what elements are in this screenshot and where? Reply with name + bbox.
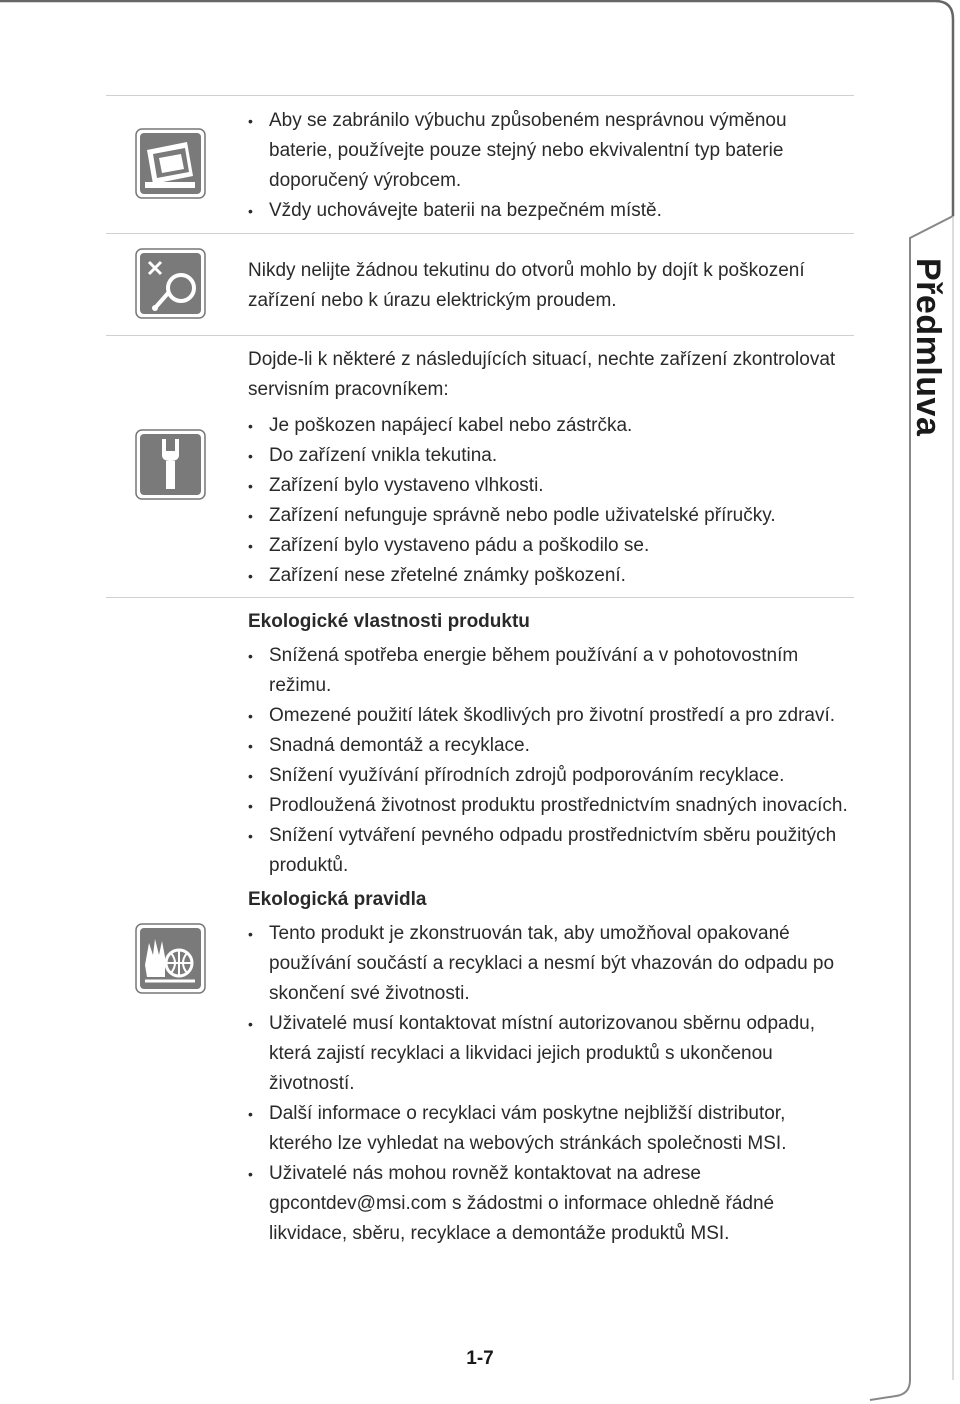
eco-features-list	[248, 641, 848, 881]
page-number: 1-7	[466, 1348, 494, 1369]
liquid-warning-text: Nikdy nelijte žádnou tekutinu do otvorů mohlo by dojít k poškození zařízení nebo k úrazu elektrickým proudem.	[248, 260, 805, 311]
list-item: • Uživatelé musí kontaktovat místní autorizovanou sběrnu odpadu, která zajistí recyklaci a likvidaci jejich produktů s ukončenou životností.	[248, 1009, 848, 1099]
list-item: • Zařízení nese zřetelné známky poškození.	[248, 561, 848, 591]
list-item: • Snadná demontáž a recyklace.	[248, 731, 848, 761]
divider	[106, 335, 854, 336]
list-item: • Uživatelé nás mohou rovněž kontaktovat na adrese gpcontdev@msi.com s žádostmi o informace ohledně řádné likvidace, sběru, recyklace a demontáže produktů MSI.	[248, 1159, 848, 1249]
service-intro: Dojde-li k některé z následujících situací, nechte zařízení zkontrolovat servisním pracovníkem:	[248, 349, 836, 400]
list-item: • Do zařízení vnikla tekutina.	[248, 441, 848, 471]
battery-list	[248, 106, 848, 226]
list-item: • Zařízení nefunguje správně nebo podle uživatelské příručky.	[248, 501, 848, 531]
service-list	[248, 411, 848, 591]
list-item: • Snížení využívání přírodních zdrojů podporováním recyklace.	[248, 761, 848, 791]
no-liquid-icon	[135, 248, 206, 319]
list-item: • Další informace o recyklaci vám poskytne nejbližší distributor, kterého lze vyhledat na webových stránkách společnosti MSI.	[248, 1099, 848, 1159]
list-item: • Tento produkt je zkonstruován tak, aby umožňoval opakované používání součástí a recyklaci a nesmí být vhazován do odpadu po skončení své životnosti.	[248, 919, 848, 1009]
list-item: • Snížení vytváření pevného odpadu prostřednictvím sběru použitých produktů.	[248, 821, 848, 881]
list-item: • Omezené použití látek škodlivých pro životní prostředí a pro zdraví.	[248, 701, 848, 731]
divider	[106, 95, 854, 96]
list-item: • Snížená spotřeba energie během používání a v pohotovostním režimu.	[248, 641, 848, 701]
eco-rules-list	[248, 919, 848, 1249]
list-item: • Zařízení bylo vystaveno pádu a poškodilo se.	[248, 531, 848, 561]
battery-warning-icon	[135, 128, 206, 199]
eco-features-heading: Ekologické vlastnosti produktu	[248, 611, 530, 632]
list-item: • Zařízení bylo vystaveno vlhkosti.	[248, 471, 848, 501]
divider	[106, 597, 854, 598]
divider	[106, 233, 854, 234]
wrench-icon	[135, 429, 206, 500]
eco-globe-hands-icon	[135, 923, 206, 994]
eco-rules-heading: Ekologická pravidla	[248, 889, 427, 910]
list-item: • Prodloužená životnost produktu prostřednictvím snadných inovacích.	[248, 791, 848, 821]
list-item: • Vždy uchovávejte baterii na bezpečném místě.	[248, 196, 848, 226]
list-item: • Aby se zabránilo výbuchu způsobeném nesprávnou výměnou baterie, používejte pouze stejný nebo ekvivalentní typ baterie doporučený výrobcem.	[248, 106, 848, 196]
side-tab-label: Předmluva	[909, 258, 947, 437]
list-item: • Je poškozen napájecí kabel nebo zástrčka.	[248, 411, 848, 441]
